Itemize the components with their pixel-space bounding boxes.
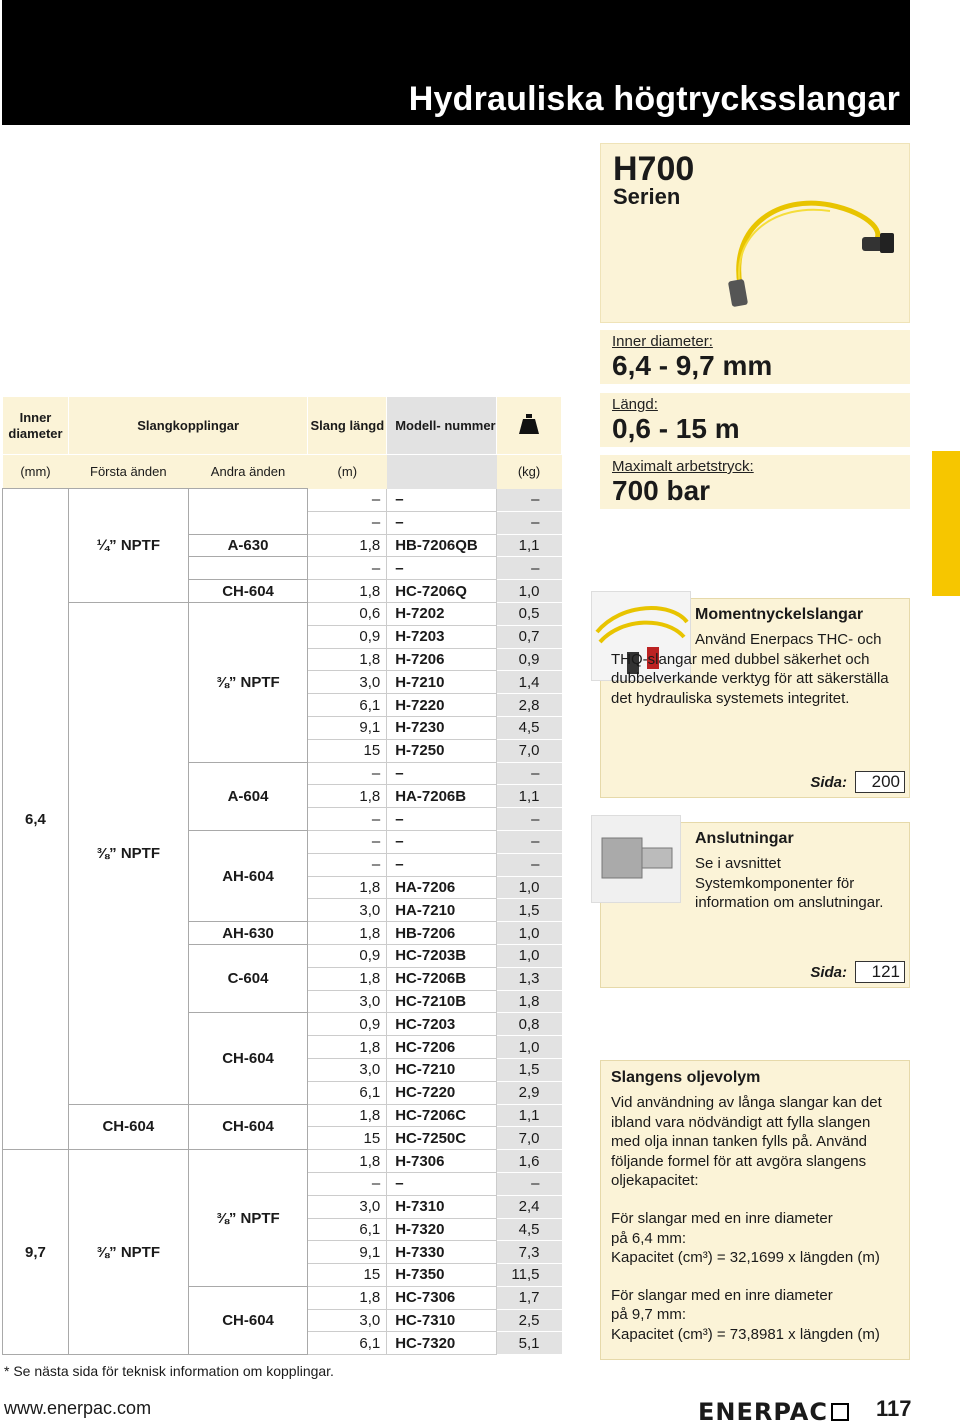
- second-cell: CH-604: [188, 1013, 308, 1104]
- tool-icon: [831, 1403, 849, 1421]
- length-cell: 3,0: [308, 671, 387, 694]
- weight-cell: –: [497, 853, 562, 876]
- length-cell: 1,8: [308, 1104, 387, 1127]
- weight-cell: 0,9: [497, 648, 562, 671]
- weight-cell: 1,1: [497, 1104, 562, 1127]
- table-row: [3, 1104, 562, 1127]
- weight-cell: 2,8: [497, 694, 562, 717]
- model-cell: HA-7210: [387, 899, 497, 922]
- spec-length: Längd: 0,6 - 15 m: [600, 393, 910, 447]
- length-cell: 6,1: [308, 1218, 387, 1241]
- weight-icon: [518, 413, 540, 435]
- product-title: H700: [613, 150, 695, 188]
- model-cell: HC-7310: [387, 1309, 497, 1332]
- model-cell: –: [387, 1172, 497, 1195]
- enerpac-logo: ENERPAC: [698, 1398, 849, 1423]
- length-cell: 1,8: [308, 648, 387, 671]
- model-cell: –: [387, 808, 497, 831]
- length-cell: 9,1: [308, 716, 387, 739]
- footnote: * Se nästa sida för teknisk information om kopplingar.: [4, 1363, 334, 1379]
- model-cell: H-7250: [387, 739, 497, 762]
- weight-cell: 5,1: [497, 1332, 562, 1355]
- model-cell: H-7350: [387, 1264, 497, 1287]
- weight-cell: 7,0: [497, 1127, 562, 1150]
- dia-cell: 9,7: [3, 1150, 69, 1355]
- length-cell: 3,0: [308, 990, 387, 1013]
- model-cell: HC-7203: [387, 1013, 497, 1036]
- length-cell: 6,1: [308, 694, 387, 717]
- weight-cell: 7,0: [497, 739, 562, 762]
- weight-cell: 1,4: [497, 671, 562, 694]
- length-cell: 3,0: [308, 1058, 387, 1081]
- page-number: 117: [876, 1396, 912, 1421]
- model-cell: HA-7206: [387, 876, 497, 899]
- model-cell: HC-7203B: [387, 944, 497, 967]
- model-cell: –: [387, 853, 497, 876]
- weight-cell: –: [497, 808, 562, 831]
- weight-cell: 1,0: [497, 922, 562, 945]
- model-cell: –: [387, 762, 497, 785]
- hose-table: [2, 396, 562, 1355]
- oil-title: Slangens oljevolym: [611, 1069, 761, 1086]
- weight-cell: –: [497, 1172, 562, 1195]
- length-cell: 6,1: [308, 1081, 387, 1104]
- length-cell: 1,8: [308, 876, 387, 899]
- connections-text: Se i avsnittet Systemkomponenter för information om anslutningar.: [695, 855, 884, 912]
- header-model: Modell- nummer: [387, 397, 497, 455]
- model-cell: –: [387, 830, 497, 853]
- oil-f2-formula: Kapacitet (cm³) = 73,8981 x längden (m): [611, 1325, 880, 1343]
- length-cell: –: [308, 511, 387, 534]
- model-cell: H-7320: [387, 1218, 497, 1241]
- second-cell: CH-604: [188, 1104, 308, 1150]
- length-cell: 3,0: [308, 1195, 387, 1218]
- length-cell: –: [308, 830, 387, 853]
- length-cell: 1,8: [308, 1286, 387, 1309]
- oil-f1-line1: För slangar med en inre diameter: [611, 1209, 833, 1227]
- length-cell: –: [308, 1172, 387, 1195]
- model-cell: H-7206: [387, 648, 497, 671]
- hose-image: [720, 185, 900, 310]
- length-cell: 0,9: [308, 625, 387, 648]
- table-row: [3, 602, 562, 625]
- model-cell: HB-7206: [387, 922, 497, 945]
- connections-page-number[interactable]: 121: [855, 961, 905, 983]
- model-cell: –: [387, 511, 497, 534]
- second-cell: C-604: [188, 944, 308, 1012]
- page-header: [2, 0, 910, 125]
- weight-cell: 1,5: [497, 899, 562, 922]
- length-cell: 1,8: [308, 1150, 387, 1173]
- oil-f2-line1: För slangar med en inre diameter: [611, 1286, 833, 1304]
- oil-f1-formula: Kapacitet (cm³) = 32,1699 x längden (m): [611, 1249, 880, 1267]
- length-cell: 3,0: [308, 1309, 387, 1332]
- model-cell: HC-7206B: [387, 967, 497, 990]
- model-cell: HC-7320: [387, 1332, 497, 1355]
- model-cell: H-7306: [387, 1150, 497, 1173]
- weight-cell: 2,5: [497, 1309, 562, 1332]
- model-cell: H-7210: [387, 671, 497, 694]
- model-cell: HA-7206B: [387, 785, 497, 808]
- model-cell: H-7330: [387, 1241, 497, 1264]
- model-cell: H-7230: [387, 716, 497, 739]
- fitting-image: [591, 815, 681, 903]
- weight-cell: –: [497, 489, 562, 512]
- length-cell: 15: [308, 1264, 387, 1287]
- length-cell: 1,8: [308, 534, 387, 557]
- header-weight: [497, 397, 562, 455]
- length-cell: 3,0: [308, 899, 387, 922]
- model-cell: HB-7206QB: [387, 534, 497, 557]
- oil-intro: Vid användning av långa slangar kan det ibland vara nödvändigt att fylla slangen med olja innan tanken fylls på. Använd följande formel för att avgöra slangens oljekapacitet:: [611, 1094, 882, 1190]
- model-cell: H-7203: [387, 625, 497, 648]
- model-cell: HC-7220: [387, 1081, 497, 1104]
- product-subtitle: Serien: [613, 184, 681, 209]
- weight-cell: –: [497, 557, 562, 580]
- unit-kg: (kg): [497, 455, 562, 489]
- unit-m: (m): [308, 455, 387, 489]
- length-cell: 1,8: [308, 580, 387, 603]
- second-cell: CH-604: [188, 580, 308, 603]
- spec-inner-diameter: Inner diameter: 6,4 - 9,7 mm: [600, 330, 910, 384]
- second-cell: A-604: [188, 762, 308, 830]
- connections-box: [600, 822, 910, 988]
- first-cell: ⅜” NPTF: [68, 602, 188, 1104]
- weight-cell: 1,0: [497, 944, 562, 967]
- weight-cell: 1,1: [497, 785, 562, 808]
- weight-cell: 0,5: [497, 602, 562, 625]
- torque-page-ref: Sida: 200: [599, 759, 909, 797]
- model-cell: –: [387, 489, 497, 512]
- website-link[interactable]: www.enerpac.com: [4, 1398, 152, 1418]
- weight-cell: 1,1: [497, 534, 562, 557]
- model-cell: HC-7210: [387, 1058, 497, 1081]
- model-cell: –: [387, 557, 497, 580]
- model-cell: HC-7306: [387, 1286, 497, 1309]
- connections-page-ref: Sida: 121: [599, 949, 909, 987]
- oil-volume-box: [600, 1060, 910, 1360]
- weight-cell: 1,3: [497, 967, 562, 990]
- second-cell: [188, 557, 308, 580]
- second-cell: CH-604: [188, 1286, 308, 1354]
- length-cell: –: [308, 808, 387, 831]
- weight-cell: 2,9: [497, 1081, 562, 1104]
- first-cell: CH-604: [68, 1104, 188, 1150]
- length-cell: 0,6: [308, 602, 387, 625]
- weight-cell: 1,0: [497, 1036, 562, 1059]
- torque-hose-box: [600, 598, 910, 798]
- length-cell: –: [308, 489, 387, 512]
- model-cell: HC-7210B: [387, 990, 497, 1013]
- length-cell: 1,8: [308, 1036, 387, 1059]
- weight-cell: 7,3: [497, 1241, 562, 1264]
- length-cell: 9,1: [308, 1241, 387, 1264]
- table-row: [3, 489, 562, 512]
- second-cell: AH-604: [188, 830, 308, 921]
- model-cell: HC-7206C: [387, 1104, 497, 1127]
- length-cell: 15: [308, 739, 387, 762]
- torque-page-number[interactable]: 200: [855, 771, 905, 793]
- torque-title: Momentnyckelslangar: [695, 606, 864, 623]
- model-cell: H-7310: [387, 1195, 497, 1218]
- model-cell: HC-7206: [387, 1036, 497, 1059]
- torque-text: Använd Enerpacs THC- och THQ-slangar med dubbel säkerhet och dubbelverkande verktyg för att säkerställa det hydrauliska systemets integritet.: [611, 631, 889, 707]
- weight-cell: 4,5: [497, 1218, 562, 1241]
- model-cell: H-7220: [387, 694, 497, 717]
- length-cell: 0,9: [308, 944, 387, 967]
- table-row: [3, 1150, 562, 1173]
- weight-cell: 1,0: [497, 876, 562, 899]
- unit-second: Andra änden: [188, 455, 308, 489]
- first-cell: ¼” NPTF: [68, 489, 188, 603]
- second-cell: A-630: [188, 534, 308, 557]
- weight-cell: 2,4: [497, 1195, 562, 1218]
- weight-cell: 0,8: [497, 1013, 562, 1036]
- weight-cell: –: [497, 830, 562, 853]
- dia-cell: 6,4: [3, 489, 69, 1150]
- second-cell: ⅜” NPTF: [188, 602, 308, 762]
- unit-first: Första änden: [68, 455, 188, 489]
- connections-title: Anslutningar: [695, 830, 794, 847]
- section-tab: [932, 451, 960, 596]
- weight-cell: –: [497, 511, 562, 534]
- length-cell: 1,8: [308, 785, 387, 808]
- weight-cell: 1,8: [497, 990, 562, 1013]
- weight-cell: 1,5: [497, 1058, 562, 1081]
- weight-cell: 1,0: [497, 580, 562, 603]
- oil-f2-line2: på 9,7 mm:: [611, 1306, 687, 1324]
- length-cell: 6,1: [308, 1332, 387, 1355]
- weight-cell: 11,5: [497, 1264, 562, 1287]
- page-title: Hydrauliska högtrycksslangar: [408, 80, 900, 118]
- second-cell: [188, 489, 308, 535]
- weight-cell: 1,7: [497, 1286, 562, 1309]
- spec-pressure: Maximalt arbetstryck: 700 bar: [600, 455, 910, 509]
- oil-f1-line2: på 6,4 mm:: [611, 1229, 687, 1247]
- second-cell: AH-630: [188, 922, 308, 945]
- second-cell: ⅜” NPTF: [188, 1150, 308, 1287]
- header-inner-diameter: Inner diameter: [3, 397, 69, 455]
- model-cell: HC-7250C: [387, 1127, 497, 1150]
- length-cell: 1,8: [308, 967, 387, 990]
- weight-cell: –: [497, 762, 562, 785]
- weight-cell: 0,7: [497, 625, 562, 648]
- model-cell: H-7202: [387, 602, 497, 625]
- length-cell: –: [308, 762, 387, 785]
- header-couplings: Slangkopplingar: [68, 397, 307, 455]
- weight-cell: 1,6: [497, 1150, 562, 1173]
- length-cell: –: [308, 853, 387, 876]
- header-length: Slang längd: [308, 397, 387, 455]
- weight-cell: 4,5: [497, 716, 562, 739]
- length-cell: 1,8: [308, 922, 387, 945]
- unit-mm: (mm): [3, 455, 69, 489]
- first-cell: ⅜” NPTF: [68, 1150, 188, 1355]
- length-cell: –: [308, 557, 387, 580]
- model-cell: HC-7206Q: [387, 580, 497, 603]
- length-cell: 15: [308, 1127, 387, 1150]
- length-cell: 0,9: [308, 1013, 387, 1036]
